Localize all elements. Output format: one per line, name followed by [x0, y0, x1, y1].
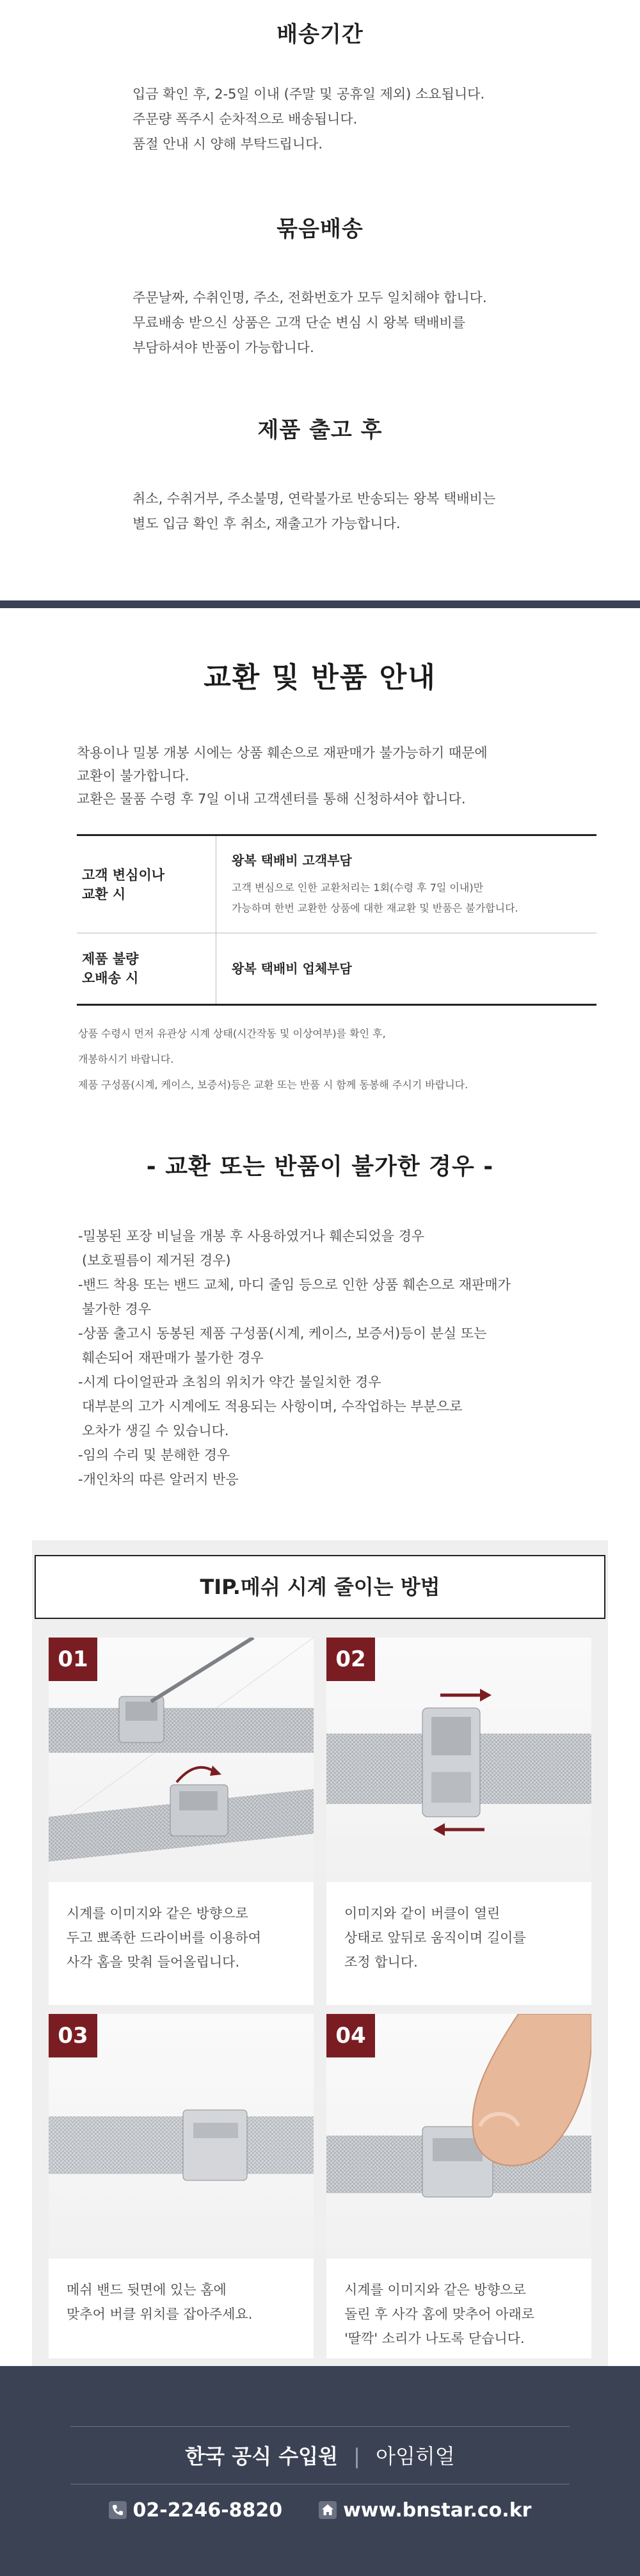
footer-divider	[70, 2426, 570, 2427]
bundle-title: 묶음배송	[276, 216, 364, 242]
row-header-line: 제품 불량	[82, 951, 139, 967]
tip-step	[326, 2014, 591, 2358]
tip-step	[49, 2014, 314, 2358]
impossible-line: 오차가 생길 수 있습니다.	[82, 1423, 229, 1438]
step-number: 02	[326, 1638, 375, 1681]
tip-step	[326, 1638, 591, 2005]
after-release-line: 별도 입금 확인 후 취소, 재출고가 가능합니다.	[132, 516, 401, 531]
impossible-line: -밀봉된 포장 비닐을 개봉 후 사용하였거나 훼손되었을 경우	[78, 1228, 425, 1244]
footer-contact	[0, 2499, 640, 2522]
exchange-intro-line: 교환은 물품 수령 후 7일 이내 고객센터를 통해 신청하셔야 합니다.	[77, 791, 466, 807]
exchange-table-row	[77, 933, 596, 1004]
impossible-list	[78, 1224, 616, 1492]
exchange-intro	[77, 741, 589, 810]
exchange-table	[77, 834, 596, 1006]
exchange-row-detail	[216, 933, 596, 1004]
step-text-line: 사각 홈을 맞춰 들어올립니다.	[67, 1954, 240, 1970]
note-line: 제품 구성품(시계, 케이스, 보증서)등은 교환 또는 반품 시 함께 동봉해 주시기 바랍니다.	[78, 1079, 468, 1091]
step-text-line: 이미지와 같이 버클이 열린	[344, 1906, 500, 1921]
phone-number[interactable]: 02-2246-8820	[132, 2499, 283, 2522]
step-text	[49, 2258, 314, 2326]
step-number: 04	[326, 2014, 375, 2057]
shipping-fee-policy: 왕복 택배비 고객부담	[232, 852, 352, 868]
policy-detail-line: 가능하며 한번 교환한 상품에 대한 재교환 및 반품은 불가합니다.	[232, 901, 518, 914]
step-text-line: 시계를 이미지와 같은 방향으로	[344, 2282, 526, 2298]
website-link[interactable]: www.bnstar.co.kr	[343, 2499, 532, 2522]
impossible-line: 불가한 경우	[82, 1301, 152, 1317]
section-divider	[0, 600, 640, 608]
exchange-row-header	[77, 836, 216, 933]
exchange-row-detail	[216, 836, 596, 933]
exchange-row-header	[77, 933, 216, 1004]
exchange-intro-line: 착용이나 밀봉 개봉 시에는 상품 훼손으로 재판매가 불가능하기 때문에	[77, 745, 488, 761]
row-header-line: 고객 변심이나	[82, 867, 165, 883]
footer-brand	[0, 2440, 640, 2470]
tip-title: TIP.메쉬 시계 줄이는 방법	[35, 1555, 605, 1619]
step-text-line: 돌린 후 사각 홈에 맞추어 아래로	[344, 2306, 535, 2322]
step-text-line: 조정 합니다.	[344, 1954, 418, 1970]
impossible-line: 대부분의 고가 시계에도 적용되는 사항이며, 수작업하는 부분으로	[82, 1399, 463, 1414]
after-release-title: 제품 출고 후	[257, 417, 383, 443]
exchange-intro-line: 교환이 불가합니다.	[77, 768, 189, 784]
shipping-line: 입금 확인 후, 2-5일 이내 (주말 및 공휴일 제외) 소요됩니다.	[132, 86, 485, 102]
tip-step	[49, 1638, 314, 2005]
step-text	[326, 1882, 591, 1974]
after-release-text	[132, 487, 593, 536]
importer-label: 한국 공식 수입원	[185, 2444, 338, 2468]
impossible-line: -개인차의 따른 알러지 반응	[78, 1472, 239, 1487]
shipping-text	[132, 82, 593, 157]
shipping-line: 품절 안내 시 양해 부탁드립니다.	[132, 136, 323, 152]
exchange-notes	[78, 1021, 603, 1098]
exchange-title: 교환 및 반품 안내	[204, 661, 436, 694]
bundle-text	[132, 286, 593, 360]
brand-name: 아임히얼	[376, 2444, 455, 2468]
brand-separator: |	[353, 2444, 360, 2468]
row-header-line: 교환 시	[82, 886, 126, 902]
shipping-title: 배송기간	[276, 22, 364, 47]
impossible-line: -밴드 착용 또는 밴드 교체, 마디 줄임 등으로 인한 상품 훼손으로 재판매가	[78, 1277, 511, 1292]
step-text-line: 시계를 이미지와 같은 방향으로	[67, 1906, 248, 1921]
step-number: 03	[49, 2014, 97, 2057]
note-line: 개봉하시기 바랍니다.	[78, 1053, 174, 1065]
bundle-line: 무료배송 받으신 상품은 고객 단순 변심 시 왕복 택배비를	[132, 315, 465, 330]
step-text-line: 맞추어 버클 위치를 잡아주세요.	[67, 2306, 253, 2322]
shipping-line: 주문량 폭주시 순차적으로 배송됩니다.	[132, 111, 358, 127]
step-text-line: 상태로 앞뒤로 움직이며 길이를	[344, 1930, 526, 1945]
note-line: 상품 수령시 먼저 유관상 시계 상태(시간작동 및 이상여부)를 확인 후,	[78, 1027, 386, 1040]
policy-detail-line: 고객 변심으로 인한 교환처리는 1회(수령 후 7일 이내)만	[232, 881, 484, 894]
row-header-line: 오배송 시	[82, 970, 139, 986]
step-text-line: 메쉬 밴드 뒷면에 있는 홈에	[67, 2282, 227, 2298]
phone-icon	[109, 2501, 127, 2519]
step-text-line: '딸깍' 소리가 나도록 닫습니다.	[344, 2331, 525, 2346]
impossible-title: - 교환 또는 반품이 불가한 경우 -	[146, 1154, 494, 1180]
impossible-line: -임의 수리 및 분해한 경우	[78, 1447, 230, 1463]
bundle-line: 부담하셔야 반품이 가능합니다.	[132, 340, 314, 355]
footer	[0, 2366, 640, 2576]
home-icon	[319, 2501, 337, 2519]
impossible-line: 훼손되어 재판매가 불가한 경우	[82, 1350, 264, 1365]
step-text-line: 두고 뾰족한 드라이버를 이용하여	[67, 1930, 262, 1945]
exchange-table-row	[77, 836, 596, 933]
bundle-line: 주문날짜, 수취인명, 주소, 전화번호가 모두 일치해야 합니다.	[132, 290, 487, 305]
step-text	[49, 1882, 314, 1974]
step-text	[326, 2258, 591, 2351]
impossible-line: -상품 출고시 동봉된 제품 구성품(시계, 케이스, 보증서)등이 분실 또는	[78, 1326, 487, 1341]
impossible-line: -시계 다이얼판과 초침의 위치가 약간 불일치한 경우	[78, 1374, 381, 1390]
impossible-line: (보호필름이 제거된 경우)	[82, 1253, 231, 1268]
shipping-fee-policy: 왕복 택배비 업체부담	[232, 961, 352, 976]
after-release-line: 취소, 수취거부, 주소불명, 연락불가로 반송되는 왕복 택배비는	[132, 491, 496, 506]
tip-section	[32, 1540, 608, 2383]
step-number: 01	[49, 1638, 97, 1681]
